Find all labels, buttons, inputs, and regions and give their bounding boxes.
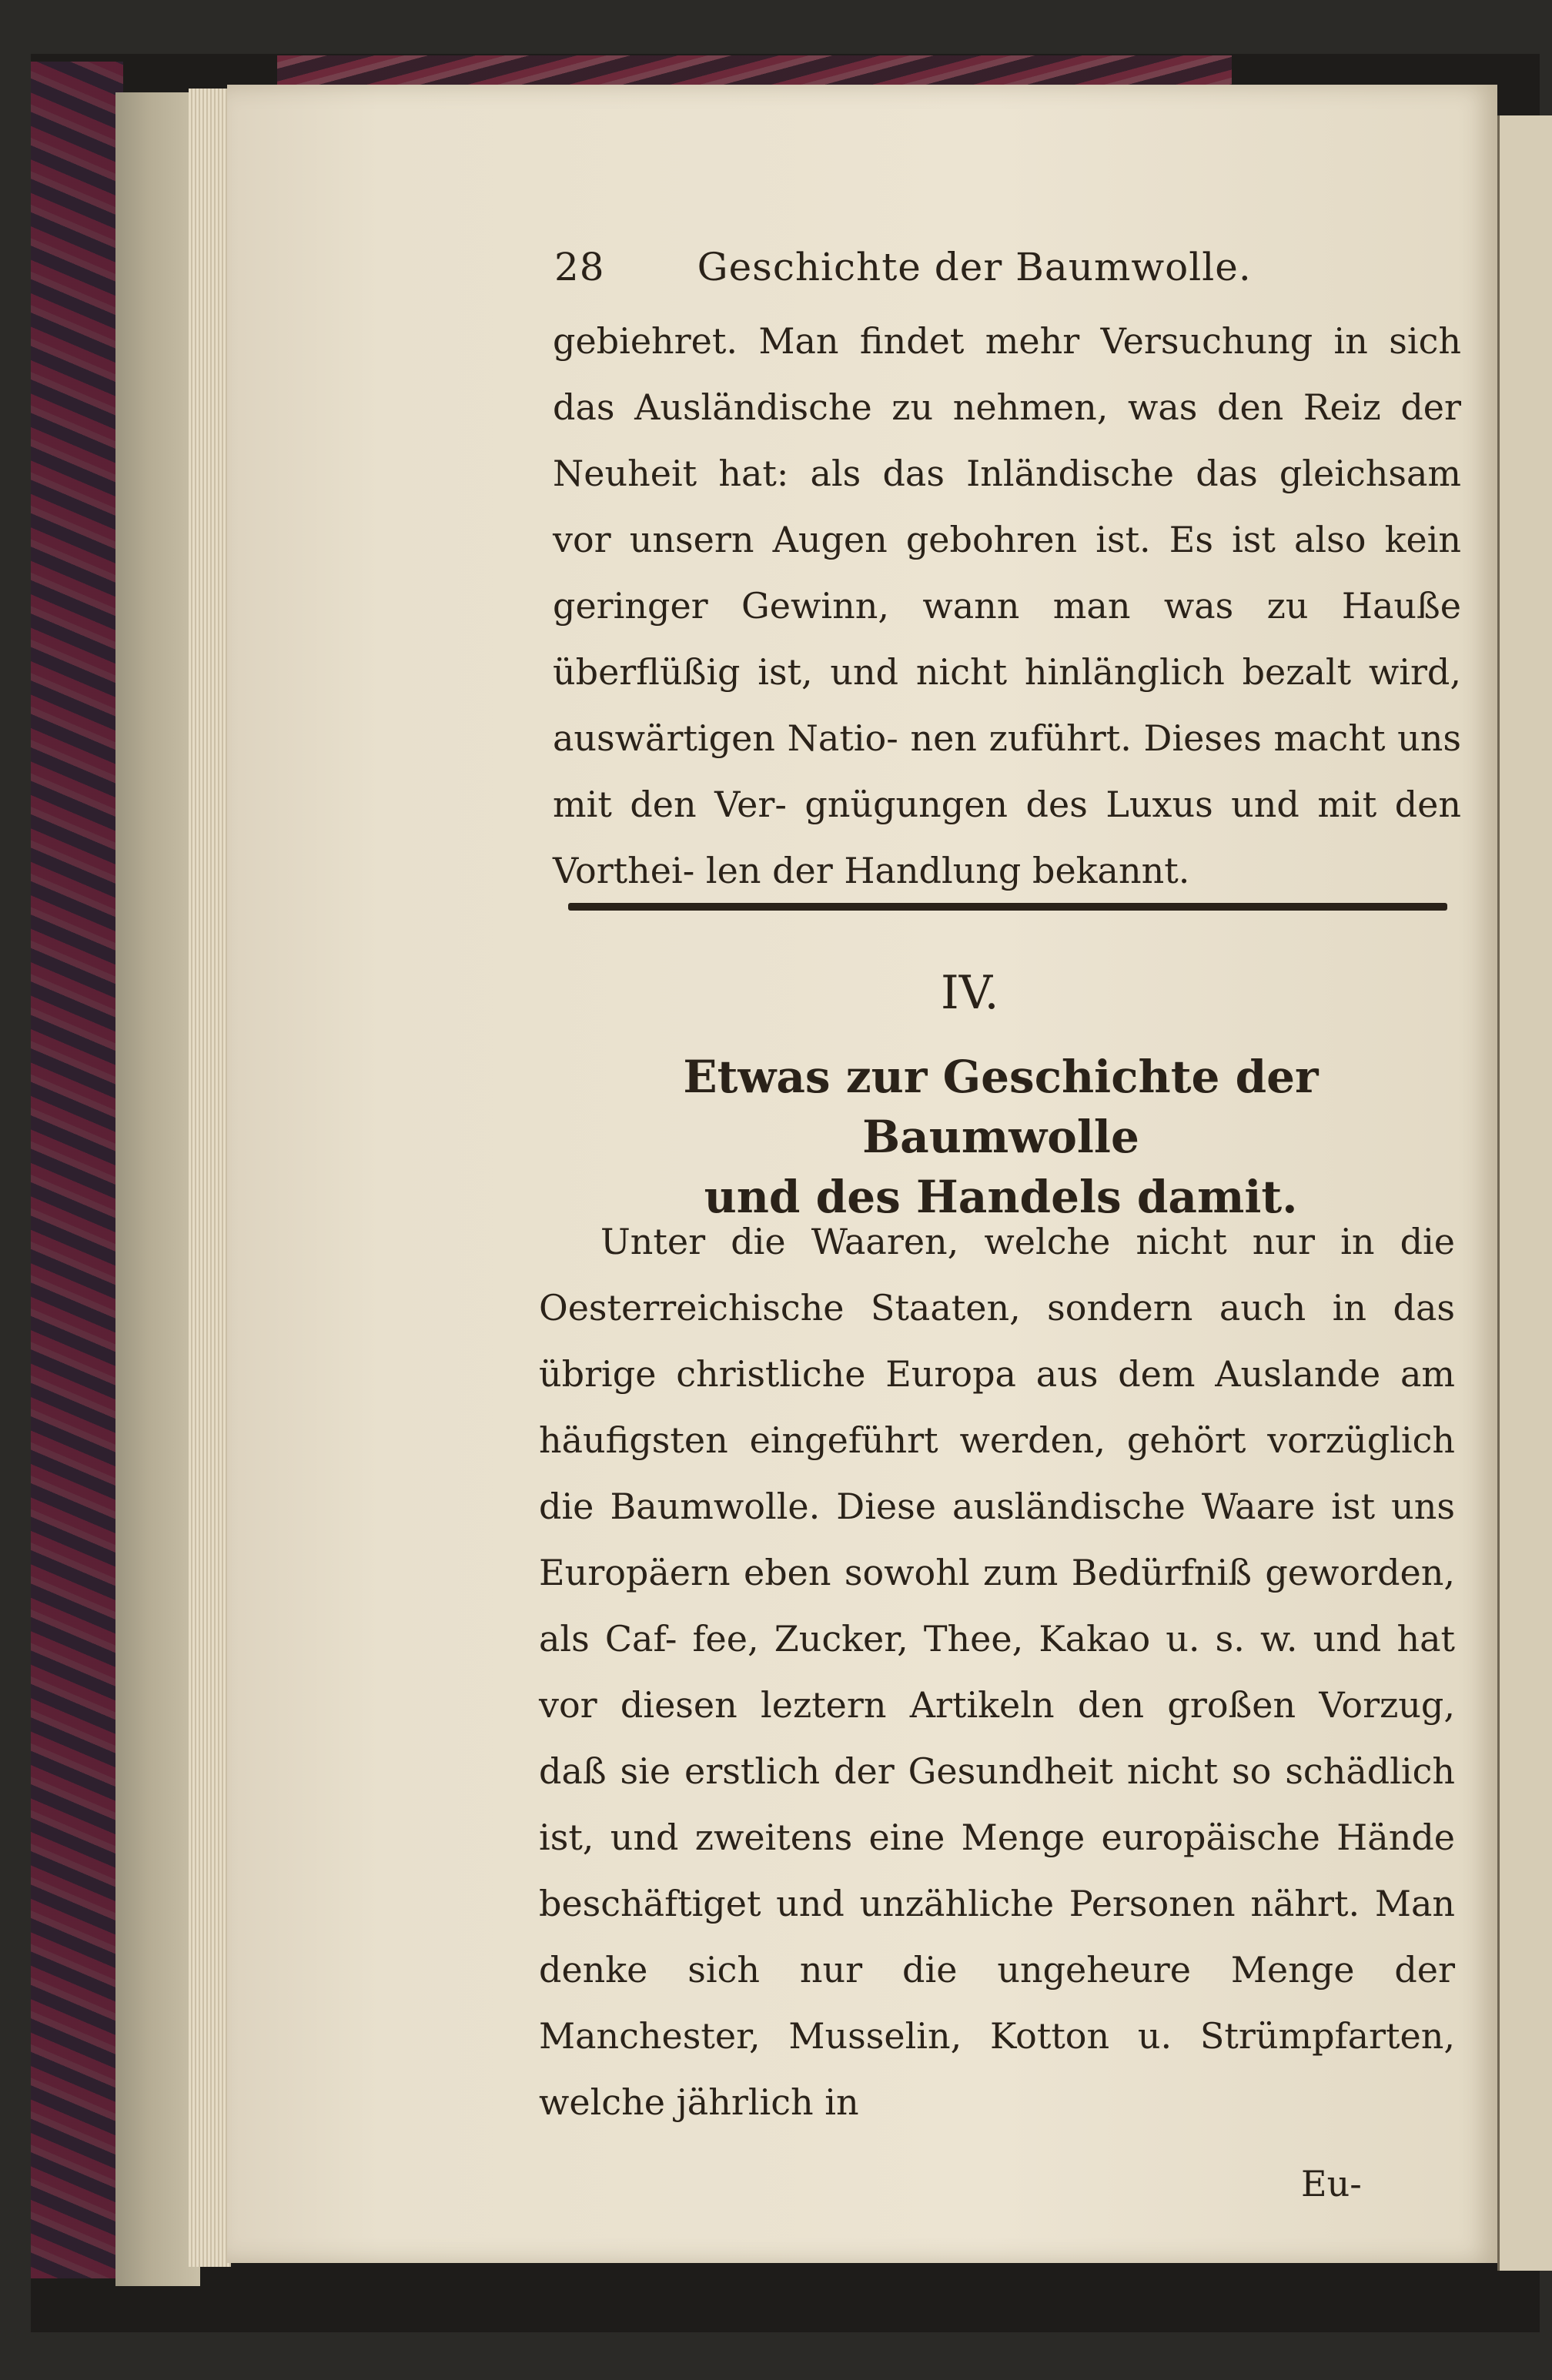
catchword: Eu- xyxy=(1301,2163,1362,2205)
section-divider-rule xyxy=(568,903,1447,911)
binding-edge xyxy=(115,92,200,2286)
page-number: 28 xyxy=(554,245,605,289)
paragraph-continuation: gebiehret. Man findet mehr Versuchung in sich das Ausländische zu nehmen, was den Reiz der Neuheit hat: als das Inländische das gleichsam vor unsern Augen gebohren ist. Es ist also kein geringer Gewinn, wann man was zu Hauße überflüßig ist, und nicht hinlänglich bezalt wird, auswärtigen Natio- nen zuführt. Dieses macht uns mit den Ver- gnügungen des Luxus und mit den Vorthei- len der Handlung bekannt. xyxy=(553,320,1461,891)
section-body-paragraph: Unter die Waaren, welche nicht nur in die Oesterreichische Staaten, sondern auch in das übrige christliche Europa aus dem Auslande am häufigsten eingeführt werden, gehört vorzüglich die Baumwolle. Diese ausländische Waare ist uns Europäern eben sowohl zum Bedürfniß geworden, als Caf- fee, Zucker, Thee, Kakao u. s. w. und hat vor diesen leztern Artikeln den großen Vorzug, daß sie erstlich der Gesundheit nicht so schädlich ist, und zweitens eine Menge europäische Hände beschäftiget und unzähliche Personen nährt. Man denke sich nur die ungeheure Menge der Manchester, Musselin, Kotton u. Strümpfarten, welche jährlich in xyxy=(539,1221,1455,2123)
page-edges xyxy=(189,89,231,2267)
section-title-line-2: und des Handels damit. xyxy=(704,1171,1298,1223)
facing-page-edge xyxy=(1497,115,1552,2271)
running-title: Geschichte der Baumwolle. xyxy=(697,245,1252,289)
section-title-line-1: Etwas zur Geschichte der Baumwolle xyxy=(683,1051,1319,1163)
marbled-cover-left xyxy=(31,62,123,2278)
section-title xyxy=(539,1047,1463,1227)
section-numeral: IV. xyxy=(941,966,999,1020)
running-header xyxy=(554,245,1440,289)
